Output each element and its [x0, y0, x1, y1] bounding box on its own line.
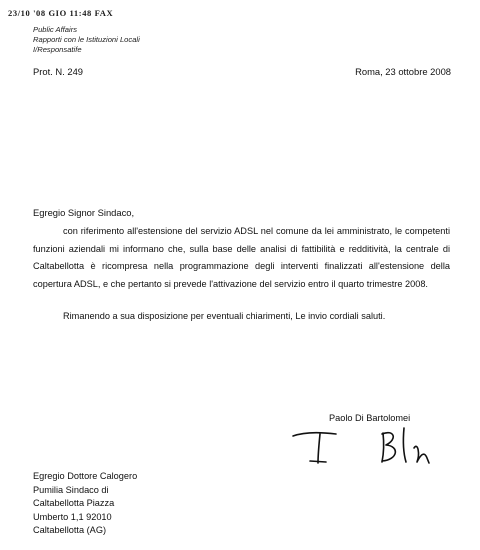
- handwritten-signature: [290, 424, 470, 466]
- sender-block: [33, 25, 140, 55]
- salutation: Egregio Signor Sindaco,: [33, 207, 135, 218]
- sender-office: Rapporti con le Istituzioni Locali: [33, 35, 140, 44]
- fax-header: 23/10 '08 GIO 11:48 FAX: [8, 8, 114, 18]
- recipient-line: Egregio Dottore Calogero: [33, 471, 138, 481]
- recipient-line: Caltabellotta Piazza: [33, 498, 115, 509]
- sender-role: I/Responsatife: [33, 45, 82, 54]
- closing-paragraph: Rimanendo a sua disposizione per eventuali chiarimenti, Le invio cordiali saluti.: [63, 311, 386, 321]
- recipient-line: Pumilia Sindaco di: [33, 484, 109, 495]
- protocol-number: Prot. N. 249: [33, 66, 84, 77]
- recipient-line: Umberto 1,1 92010: [33, 511, 112, 522]
- sender-department: Public Affairs: [33, 25, 78, 34]
- place-date: Roma, 23 ottobre 2008: [355, 66, 451, 77]
- letter-body: [33, 223, 450, 326]
- recipient-address: [33, 470, 137, 538]
- recipient-line: Caltabellotta (AG): [33, 525, 107, 536]
- signer-name: Paolo Di Bartolomei: [329, 413, 411, 423]
- body-paragraph: con riferimento all'estensione del servizio ADSL nel comune da lei amministrato, le competenti funzioni aziendali mi informano che, sulla base delle analisi di fattibilità e redditività, la centrale di Caltabellotta è ricompresa nella programmazione degli interventi finalizzati all'estensione della copertura ADSL, e che pertanto si prevede l'attivazione del servizio entro il quarto trimestre 2008.: [33, 226, 450, 289]
